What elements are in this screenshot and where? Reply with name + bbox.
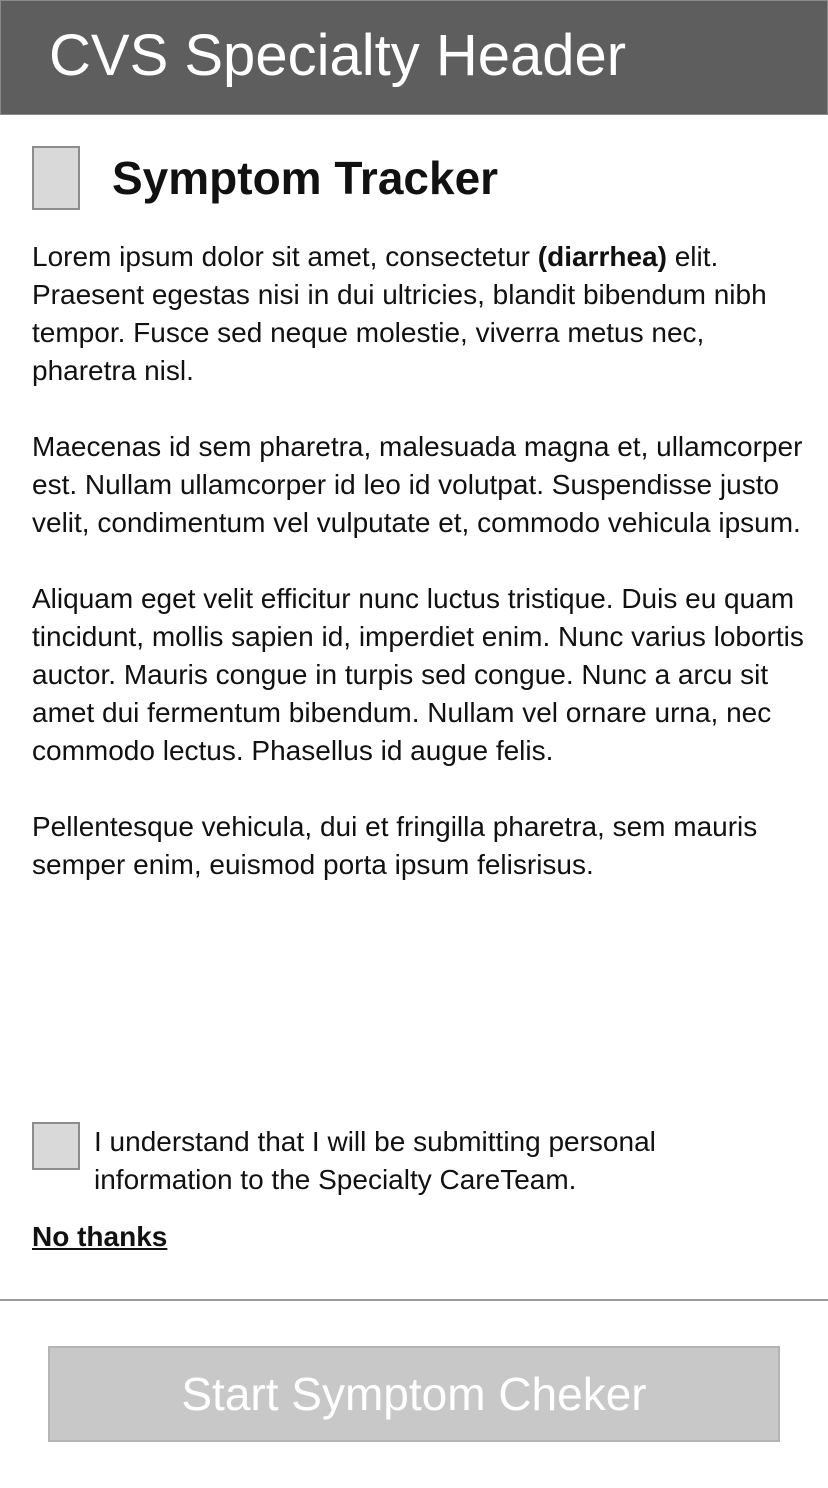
consent-row (32, 1122, 812, 1202)
intro-paragraph-1 (32, 238, 812, 390)
page-title: Symptom Tracker (112, 152, 499, 204)
header-title: CVS Specialty Header (49, 23, 627, 88)
consent-label[interactable]: I understand that I will be submitting personal information to the Specialty CareTeam. (94, 1126, 656, 1195)
intro-p1-end: elit. Praesent egestas nisi in dui ultricies, blandit bibendum nibh tempor. Fusce sed neque molestie, viverra metus nec, pharetra nisl. (32, 241, 767, 386)
start-symptom-checker-button[interactable]: Start Symptom Cheker (48, 1346, 780, 1442)
footer-divider (0, 1299, 828, 1301)
no-thanks-link[interactable]: No thanks (32, 1221, 168, 1252)
app-header (0, 0, 828, 115)
intro-paragraph-3: Aliquam eget velit efficitur nunc luctus tristique. Duis eu quam tincidunt, mollis sapien id, imperdiet enim. Nunc varius lobortis auctor. Mauris congue in turpis sed congue. Nunc a arcu sit amet dui fermentum bibendum. Nullam vel ornare urna, nec commodo lectus. Phasellus id augue felis. (32, 583, 804, 766)
placeholder-image-icon (32, 146, 80, 210)
intro-text (32, 238, 812, 922)
condition-highlight: (diarrhea) (537, 241, 667, 272)
intro-paragraph-4: Pellentesque vehicula, dui et fringilla pharetra, sem mauris semper enim, euismod porta ipsum felisrisus. (32, 811, 758, 880)
page-title-row (32, 146, 812, 210)
intro-paragraph-2: Maecenas id sem pharetra, malesuada magna et, ullamcorper est. Nullam ullamcorper id leo id volutpat. Suspendisse justo velit, condimentum vel vulputate et, commodo vehicula ipsum. (32, 431, 803, 538)
intro-p1-start: Lorem ipsum dolor sit amet, consectetur (32, 241, 538, 272)
consent-checkbox[interactable] (32, 1122, 80, 1170)
